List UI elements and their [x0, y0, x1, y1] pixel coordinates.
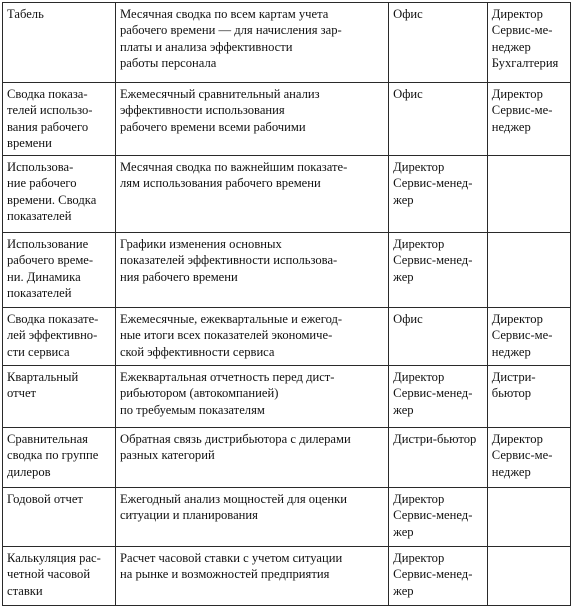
table-row: [3, 428, 571, 488]
report-description-cell: Ежегодный анализ мощностей для оценки ситуации и планирования: [115, 488, 388, 547]
table-row: [3, 3, 571, 83]
report-description-cell: Ежемесячный сравнительный анализ эффективности использования рабочего времени всеми рабочими: [115, 83, 388, 156]
table-row: [3, 547, 571, 606]
report-preparer-cell: Офис: [389, 3, 488, 83]
report-name-cell: Годовой отчет: [3, 488, 116, 547]
report-description-cell: Ежемесячные, ежеквартальные и ежегод- ные итоги всех показателей экономиче- ской эффективности сервиса: [115, 308, 388, 366]
report-preparer-cell: Директор Сервис-менед- жер: [389, 547, 488, 606]
report-recipient-cell: Директор Сервис-ме- неджер Бухгалтерия: [487, 3, 570, 83]
report-recipient-cell: [487, 547, 570, 606]
report-name-cell: Табель: [3, 3, 116, 83]
table-row: [3, 233, 571, 308]
report-description-cell: Обратная связь дистрибьютора с дилерами разных категорий: [115, 428, 388, 488]
report-name-cell: Сравнительная сводка по группе дилеров: [3, 428, 116, 488]
table-row: [3, 308, 571, 366]
report-recipient-cell: [487, 156, 570, 233]
table-row: [3, 488, 571, 547]
report-preparer-cell: Офис: [389, 83, 488, 156]
report-name-cell: Использова- ние рабочего времени. Сводка показателей: [3, 156, 116, 233]
report-recipient-cell: [487, 488, 570, 547]
report-name-cell: Калькуляция рас- четной часовой ставки: [3, 547, 116, 606]
report-table: [2, 2, 571, 606]
report-name-cell: Сводка показате- лей эффективно- сти сервиса: [3, 308, 116, 366]
report-name-cell: Сводка показа- телей использо- вания рабочего времени: [3, 83, 116, 156]
report-description-cell: Месячная сводка по всем картам учета рабочего времени — для начисления зар- платы и анализа эффективности работы персонала: [115, 3, 388, 83]
report-preparer-cell: Директор Сервис-менед- жер: [389, 233, 488, 308]
report-description-cell: Месячная сводка по важнейшим показате- лям использования рабочего времени: [115, 156, 388, 233]
report-description-cell: Ежеквартальная отчетность перед дист- рибьютором (автокомпанией) по требуемым показателям: [115, 366, 388, 428]
report-recipient-cell: Директор Сервис-ме- неджер: [487, 308, 570, 366]
report-description-cell: Графики изменения основных показателей эффективности использова- ния рабочего времени: [115, 233, 388, 308]
report-preparer-cell: Директор Сервис-менед- жер: [389, 366, 488, 428]
report-preparer-cell: Дистри-бьютор: [389, 428, 488, 488]
report-preparer-cell: Офис: [389, 308, 488, 366]
report-preparer-cell: Директор Сервис-менед- жер: [389, 156, 488, 233]
report-description-cell: Расчет часовой ставки с учетом ситуации на рынке и возможностей предприятия: [115, 547, 388, 606]
report-recipient-cell: Дистри- бьютор: [487, 366, 570, 428]
report-name-cell: Квартальный отчет: [3, 366, 116, 428]
report-name-cell: Использование рабочего време- ни. Динамика показателей: [3, 233, 116, 308]
report-recipient-cell: Директор Сервис-ме- неджер: [487, 83, 570, 156]
report-preparer-cell: Директор Сервис-менед- жер: [389, 488, 488, 547]
table-row: [3, 366, 571, 428]
report-recipient-cell: Директор Сервис-ме- неджер: [487, 428, 570, 488]
report-recipient-cell: [487, 233, 570, 308]
table-row: [3, 156, 571, 233]
table-row: [3, 83, 571, 156]
